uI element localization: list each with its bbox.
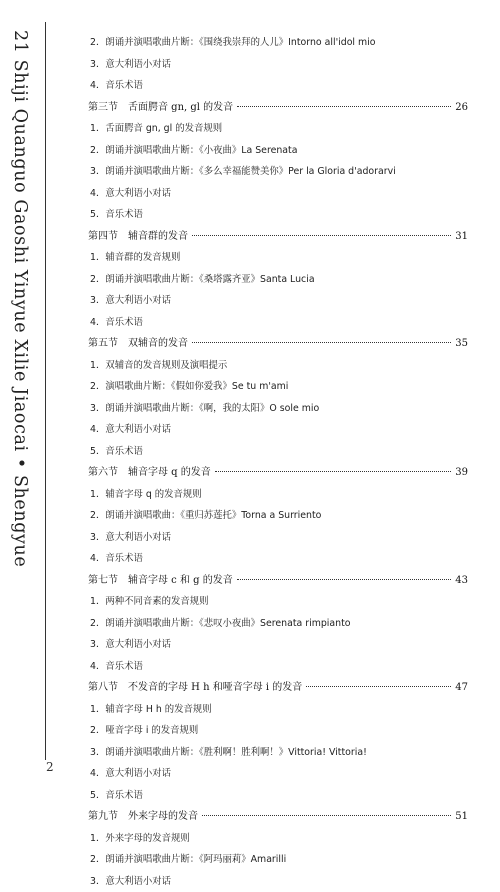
- toc-item: 5．音乐术语: [88, 785, 468, 807]
- toc-leader-dots: [192, 235, 451, 236]
- toc-section-heading: [88, 462, 468, 484]
- toc-section-heading: [88, 226, 468, 248]
- toc-item: 3．朗诵并演唱歌曲片断：《啊，我的太阳》O sole mio: [88, 398, 468, 420]
- toc-item: 1．舌面腭音 gn, gl 的发音规则: [88, 118, 468, 140]
- toc-leader-dots: [306, 686, 451, 687]
- toc-item: 2．朗诵并演唱歌曲片断：《阿玛丽莉》Amarilli: [88, 849, 468, 871]
- toc-item: 3．朗诵并演唱歌曲片断：《多么幸福能赞美你》Per la Gloria d'adorarvi: [88, 161, 468, 183]
- toc-item: 4．音乐术语: [88, 75, 468, 97]
- toc-page-number: 35: [455, 333, 468, 355]
- toc-section-heading: [88, 97, 468, 119]
- toc-item: 1．外来字母的发音规则: [88, 828, 468, 850]
- toc-item: 2．演唱歌曲片断：《假如你爱我》Se tu m'ami: [88, 376, 468, 398]
- toc-item: 3．意大利语小对话: [88, 871, 468, 892]
- toc-section-title: 第七节 辅音字母 c 和 g 的发音: [88, 570, 233, 592]
- toc-item: 3．意大利语小对话: [88, 54, 468, 76]
- toc-section-heading: [88, 333, 468, 355]
- toc-item: 1．辅音字母 q 的发音规则: [88, 484, 468, 506]
- toc-page-number: 47: [455, 677, 468, 699]
- spine-series-title: [2, 30, 38, 590]
- toc-item: 2．朗诵并演唱歌曲片断：《围绕我崇拜的人儿》Intorno all'idol mio: [88, 32, 468, 54]
- toc-leader-dots: [202, 815, 451, 816]
- toc-section-heading: [88, 806, 468, 828]
- toc-leader-dots: [192, 342, 451, 343]
- toc-item: 2．朗诵并演唱歌曲片断：《小夜曲》La Serenata: [88, 140, 468, 162]
- toc-item: 2．朗诵并演唱歌曲片断：《悲叹小夜曲》Serenata rimpianto: [88, 613, 468, 635]
- vertical-rule: [45, 22, 46, 760]
- toc-item: 1．辅音群的发音规则: [88, 247, 468, 269]
- toc-item: 5．音乐术语: [88, 204, 468, 226]
- toc-item: 4．音乐术语: [88, 656, 468, 678]
- toc-item: 5．音乐术语: [88, 441, 468, 463]
- toc-leader-dots: [215, 471, 452, 472]
- toc-section-title: 第四节 辅音群的发音: [88, 226, 188, 248]
- toc-section-title: 第六节 辅音字母 q 的发音: [88, 462, 211, 484]
- toc-page-number: 26: [455, 97, 468, 119]
- toc-leader-dots: [237, 579, 452, 580]
- toc-item: 1．两种不同音素的发音规则: [88, 591, 468, 613]
- toc-item: 2．哑音字母 i 的发音规则: [88, 720, 468, 742]
- toc-item: 3．意大利语小对话: [88, 634, 468, 656]
- toc-leader-dots: [237, 106, 451, 107]
- toc-page-number: 51: [455, 806, 468, 828]
- toc-page-number: 43: [455, 570, 468, 592]
- toc-item: 3．意大利语小对话: [88, 527, 468, 549]
- toc-item: 4．音乐术语: [88, 548, 468, 570]
- page-number: 2: [46, 760, 54, 774]
- toc-item: 4．意大利语小对话: [88, 763, 468, 785]
- toc-section-title: 第九节 外来字母的发音: [88, 806, 198, 828]
- toc-section-heading: [88, 570, 468, 592]
- toc-section-title: 第五节 双辅音的发音: [88, 333, 188, 355]
- toc-item: 4．意大利语小对话: [88, 419, 468, 441]
- table-of-contents: [88, 32, 468, 892]
- toc-item: 4．音乐术语: [88, 312, 468, 334]
- spine-series-title-text: 21 Shiji Quanguo Gaoshi Yinyue Xilie Jiaocai • Shengyue: [10, 30, 30, 567]
- toc-section-heading: [88, 677, 468, 699]
- toc-item: 3．朗诵并演唱歌曲片断：《胜利啊！胜利啊！》Vittoria! Vittoria!: [88, 742, 468, 764]
- toc-page-number: 31: [455, 226, 468, 248]
- toc-section-title: 第八节 不发音的字母 H h 和哑音字母 i 的发音: [88, 677, 302, 699]
- toc-page-number: 39: [455, 462, 468, 484]
- toc-item: 1．双辅音的发音规则及演唱提示: [88, 355, 468, 377]
- toc-item: 1．辅音字母 H h 的发音规则: [88, 699, 468, 721]
- toc-item: 2．朗诵并演唱歌曲片断：《桑塔露齐亚》Santa Lucia: [88, 269, 468, 291]
- toc-item: 3．意大利语小对话: [88, 290, 468, 312]
- toc-item: 2．朗诵并演唱歌曲：《重归苏莲托》Torna a Surriento: [88, 505, 468, 527]
- toc-item: 4．意大利语小对话: [88, 183, 468, 205]
- toc-section-title: 第三节 舌面腭音 gn, gl 的发音: [88, 97, 233, 119]
